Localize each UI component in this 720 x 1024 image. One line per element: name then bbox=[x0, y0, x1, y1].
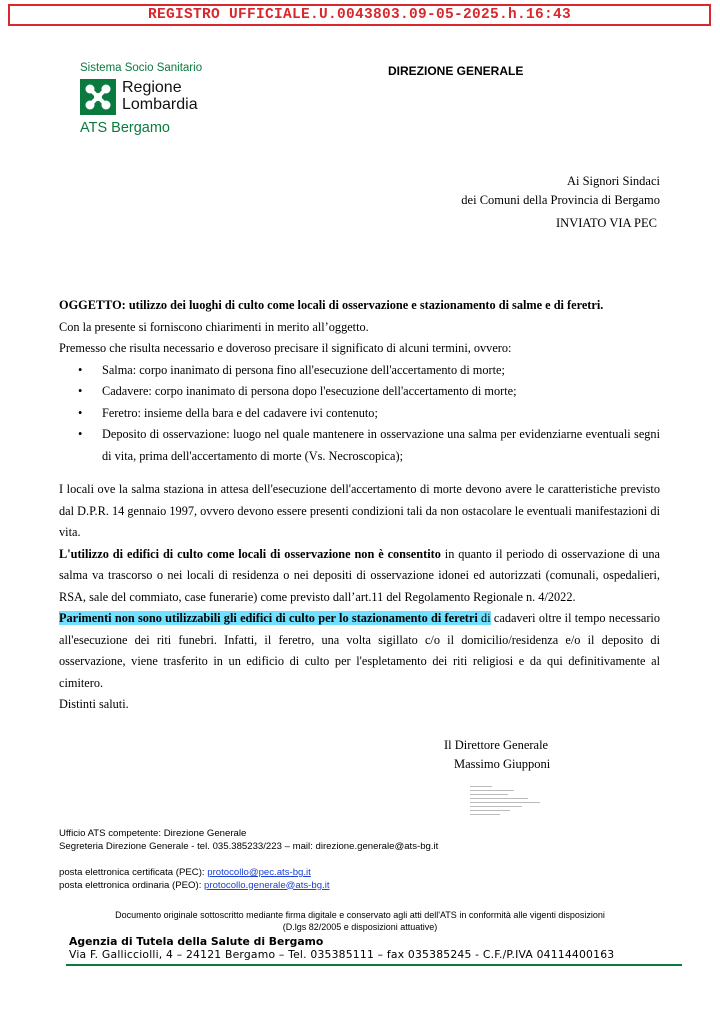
recipient-block bbox=[461, 172, 660, 210]
intro-paragraph-1: Con la presente si forniscono chiarimenti in merito all’oggetto. bbox=[59, 319, 369, 334]
subject-text: utilizzo dei luoghi di culto come locali di osservazione e stazionamento di salme e di feretri. bbox=[128, 298, 604, 312]
ats-bergamo-logo bbox=[80, 62, 240, 142]
paragraph-coffins: Parimenti non sono utilizzabili gli edifici di culto per lo stazionamento di feretri di cadaveri oltre il tempo necessario all'esecuzione dei riti funebri. Infatti, il feretro, una volta sigillato c/o il domicilio/residenza e/o il deposito di osservazione, viene trasferito in un edificio di culto per l'espletamento dei riti religiosi e da qui definitivamente al cimitero. bbox=[59, 611, 661, 690]
logo-ats-name: ATS Bergamo bbox=[80, 120, 170, 136]
digital-signature-disclaimer: Documento originale sottoscritto mediante firma digitale e conservato agli atti dell'ATS in conformità alle vigenti disposizioni (D.lgs 82/2005 e disposizioni attuative) bbox=[115, 910, 605, 932]
secretariat-line: Segreteria Direzione Generale - tel. 035.385233/223 – mail: direzione.generale@ats-bg.it bbox=[59, 840, 439, 852]
definitions-list bbox=[59, 360, 660, 468]
letter-body bbox=[59, 295, 660, 716]
highlighted-text: Parimenti non sono utilizzabili gli edifici di culto per lo stazionamento di feretri di bbox=[59, 611, 491, 625]
pec-line: posta elettronica certificata (PEC): protocollo@pec.ats-bg.it bbox=[59, 867, 311, 878]
peo-email-link[interactable]: protocollo.generale@ats-bg.it bbox=[204, 879, 330, 891]
signatory-name: Massimo Giupponi bbox=[454, 757, 551, 771]
signature-block bbox=[444, 736, 550, 774]
recipient-line-1: Ai Signori Sindaci bbox=[566, 174, 660, 188]
protocol-stamp: REGISTRO UFFICIALE.U.0043803.09-05-2025.h.16:43 bbox=[8, 4, 711, 26]
digital-signature-mark bbox=[470, 786, 540, 818]
delivery-note: INVIATO VIA PEC bbox=[556, 216, 657, 230]
subject-label: OGGETTO: bbox=[59, 298, 126, 312]
directorate-heading: DIREZIONE GENERALE bbox=[388, 64, 524, 78]
logo-region-name: Regione Lombardia bbox=[122, 79, 198, 113]
signatory-role: Il Direttore Generale bbox=[444, 738, 549, 752]
paragraph-worship-not-allowed: L'utilizzo di edifici di culto come locali di osservazione non è consentito in quanto il periodo di osservazione di una salma va trascorso o nei locali di residenza o nei depositi di osservazione idonei ed autorizzati (comunali, ospedalieri, RSA, sale del commiato, case funerarie) come previsto dall’art.11 del Regolamento Regionale n. 4/2022. bbox=[59, 546, 661, 604]
footer-agency-name: Agenzia di Tutela della Salute di Bergamo bbox=[69, 935, 324, 948]
footer-address: Via F. Gallicciolli, 4 – 24121 Bergamo – Tel. 035385111 – fax 035385245 - C.F./P.IVA 04114400163 bbox=[69, 948, 615, 961]
bold-statement: L'utilizzo di edifici di culto come locali di osservazione non è consentito bbox=[59, 546, 441, 561]
peo-line: posta elettronica ordinaria (PEO): protocollo.generale@ats-bg.it bbox=[59, 879, 330, 891]
office-line: Ufficio ATS competente: Direzione Generale bbox=[59, 828, 247, 839]
logo-system-text: Sistema Socio Sanitario bbox=[80, 62, 203, 74]
subject-line bbox=[59, 295, 660, 317]
definition-item: • Cadavere: corpo inanimato di persona dopo l'esecuzione dell'accertamento di morte; bbox=[102, 381, 660, 403]
intro-paragraph-2: Premesso che risulta necessario e doveroso precisare il significato di alcuni termini, ovvero: bbox=[59, 341, 512, 355]
definition-item: • Deposito di osservazione: luogo nel quale mantenere in osservazione una salma per evidenziarne eventuali segni di vita, prima dell'accertamento di morte (Vs. Necroscopica); bbox=[102, 424, 660, 467]
regione-lombardia-rose-icon bbox=[80, 79, 116, 115]
definition-item: • Salma: corpo inanimato di persona fino all'esecuzione dell'accertamento di morte; bbox=[102, 360, 660, 382]
paragraph-observation-rooms: I locali ove la salma staziona in attesa dell'esecuzione dell'accertamento di morte devono avere le caratteristiche previsto dal D.P.R. 14 gennaio 1997, ovvero devono essere presenti condizioni tali da non ostacolare le eventuali manifestazioni di vita. bbox=[59, 482, 660, 539]
pec-email-link[interactable]: protocollo@pec.ats-bg.it bbox=[207, 867, 311, 878]
contacts-block bbox=[59, 828, 438, 892]
definition-item: • Feretro: insieme della bara e del cadavere ivi contenuto; bbox=[102, 403, 660, 425]
closing-salutation: Distinti saluti. bbox=[59, 697, 129, 711]
recipient-line-2: dei Comuni della Provincia di Bergamo bbox=[461, 193, 660, 207]
footer-divider bbox=[66, 964, 682, 966]
